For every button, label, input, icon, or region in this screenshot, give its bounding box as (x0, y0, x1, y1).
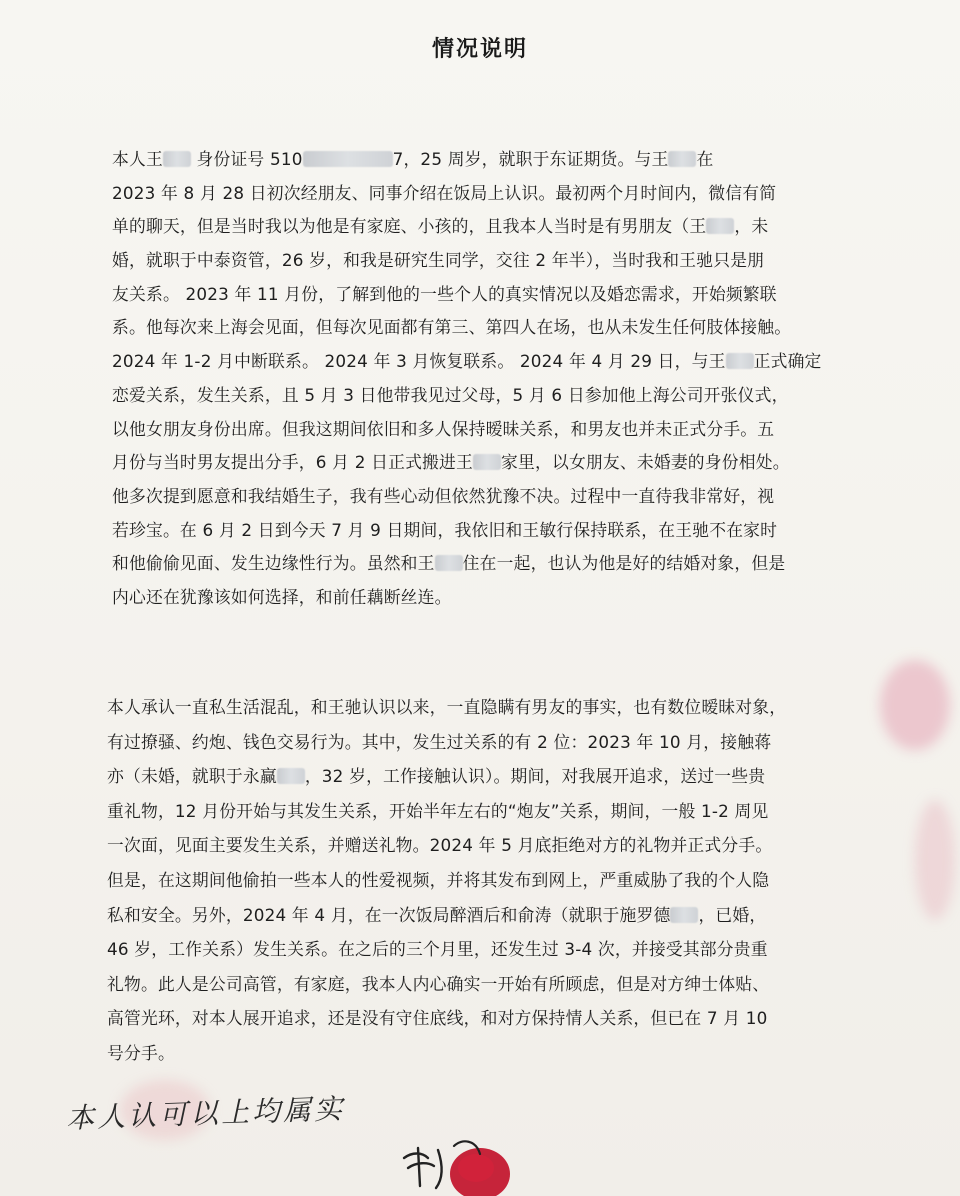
text-segment: 重礼物，12 月份开始与其发生关系，开始半年左右的“炮友”关系，期间，一般 1-2 周见 (107, 800, 769, 821)
document-title: 情况说明 (431, 37, 528, 62)
text-line (112, 379, 882, 413)
text-segment: 一次面，见面主要发生关系，并赠送礼物。2024 年 5 月底拒绝对方的礼物并正式分手。 (107, 835, 773, 856)
text-segment: 亦（未婚，就职于永赢 (107, 766, 277, 787)
redaction-blur (277, 768, 305, 784)
text-line (107, 1001, 887, 1036)
redaction-blur (303, 151, 393, 167)
text-line (112, 177, 882, 211)
text-segment: 7，25 周岁，就职于东证期货。与王 (392, 149, 669, 169)
text-segment: ，已婚， (698, 904, 767, 925)
text-line (112, 311, 882, 345)
text-line (112, 345, 882, 379)
text-segment: 系。他每次来上海会见面，但每次见面都有第三、第四人在场，也从未发生任何肢体接触。 (112, 317, 792, 338)
text-segment: 礼物。此人是公司高管，有家庭，我本人内心确实一开始有所顾虑，但是对方绅士体贴、 (107, 973, 770, 994)
text-line (107, 863, 887, 898)
text-line (112, 480, 882, 514)
text-segment: 正式确定 (753, 351, 822, 372)
text-segment: 家里，以女朋友、未婚妻的身份相处。 (501, 452, 790, 473)
text-segment: ，未 (734, 216, 769, 237)
text-segment: 友关系。 2023 年 11 月份，了解到他的一些个人的真实情况以及婚恋需求，开始频繁联 (112, 283, 777, 304)
redaction-blur (668, 151, 696, 167)
text-segment: 他多次提到愿意和我结婚生子，我有些心动但依然犹豫不决。过程中一直待我非常好，视 (112, 485, 775, 506)
text-segment: 2023 年 8 月 28 日初次经朋友、同事介绍在饭局上认识。最初两个月时间内，微信有简 (112, 182, 777, 203)
text-segment: 月份与当时男友提出分手，6 月 2 日正式搬进王 (112, 452, 474, 473)
redaction-blur (670, 907, 698, 923)
text-segment: 婚，就职于中泰资管，26 岁，和我是研究生同学，交往 2 年半），当时我和王驰只是朋 (112, 250, 765, 271)
text-segment: 单的聊天，但是当时我以为他是有家庭、小孩的，且我本人当时是有男朋友（王 (112, 216, 707, 237)
text-segment: 私和安全。另外，2024 年 4 月，在一次饭局醉酒后和俞涛（就职于施罗德 (107, 904, 671, 925)
redaction-blur (435, 555, 463, 571)
text-segment: 住在一起，也认为他是好的结婚对象，但是 (462, 553, 786, 574)
text-segment: 本人承认一直私生活混乱，和王驰认识以来，一直隐瞒有男友的事实，也有数位暧昧对象， (107, 697, 787, 717)
text-segment: 46 岁，工作关系）发生关系。在之后的三个月里，还发生过 3-4 次，并接受其部分贵重 (107, 939, 768, 960)
text-line (107, 690, 887, 725)
text-line (112, 143, 882, 177)
handwritten-confirmation: 本人认可以上均属实 (65, 1092, 346, 1135)
text-line (112, 547, 882, 581)
text-segment: 号分手。 (107, 1042, 175, 1063)
text-segment: 若珍宝。在 6 月 2 日到今天 7 月 9 日期间，我依旧和王敏行保持联系，在王驰不在家时 (112, 519, 778, 540)
text-segment: 恋爱关系，发生关系，且 5 月 3 日他带我见过父母，5 月 6 日参加他上海公司开张仪式， (112, 384, 789, 405)
text-line (107, 759, 887, 794)
text-segment: 内心还在犹豫该如何选择，和前任藕断丝连。 (112, 586, 452, 607)
text-line (112, 581, 882, 615)
text-line (107, 725, 887, 760)
text-line (112, 446, 882, 480)
text-segment: 有过撩骚、约炮、钱色交易行为。其中，发生过关系的有 2 位：2023 年 10 月，接触蒋 (107, 731, 772, 752)
text-line (112, 514, 882, 548)
text-line (107, 828, 887, 863)
text-line (107, 794, 887, 829)
text-segment: 高管光环，对本人展开追求，还是没有守住底线，和对方保持情人关系，但已在 7 月 10 (107, 1008, 768, 1029)
ink-smudge (915, 800, 955, 920)
text-segment: 以他女朋友身份出席。但我这期间依旧和多人保持暧昧关系，和男友也并未正式分手。五 (112, 418, 775, 439)
text-line (107, 967, 887, 1002)
text-line (107, 1036, 887, 1071)
text-segment: 在 (696, 149, 714, 169)
text-segment: ，32 岁，工作接触认识）。期间，对我展开追求，送过一些贵 (304, 766, 766, 787)
text-line (107, 932, 887, 967)
text-segment: 本人王 (112, 149, 163, 169)
text-segment: 身份证号 510 (190, 149, 303, 169)
text-segment: 但是，在这期间他偷拍一些本人的性爱视频，并将其发布到网上，严重威胁了我的个人隐 (107, 869, 770, 890)
ink-smudge (880, 660, 950, 750)
redaction-blur (163, 151, 191, 167)
redaction-blur (473, 454, 501, 470)
paragraph-2 (107, 690, 887, 1071)
redaction-blur (726, 353, 754, 369)
text-segment: 2024 年 1-2 月中断联系。 2024 年 3 月恢复联系。 2024 年 4 月 29 日，与王 (112, 351, 726, 372)
text-line (107, 898, 887, 933)
text-segment: 和他偷偷见面、发生边缘性行为。虽然和王 (112, 553, 435, 574)
text-line (112, 244, 882, 278)
text-line (112, 278, 882, 312)
signature-with-fingerprint (398, 1128, 528, 1196)
redaction-blur (706, 218, 734, 234)
paragraph-1 (112, 143, 882, 615)
text-line (112, 210, 882, 244)
text-line (112, 413, 882, 447)
